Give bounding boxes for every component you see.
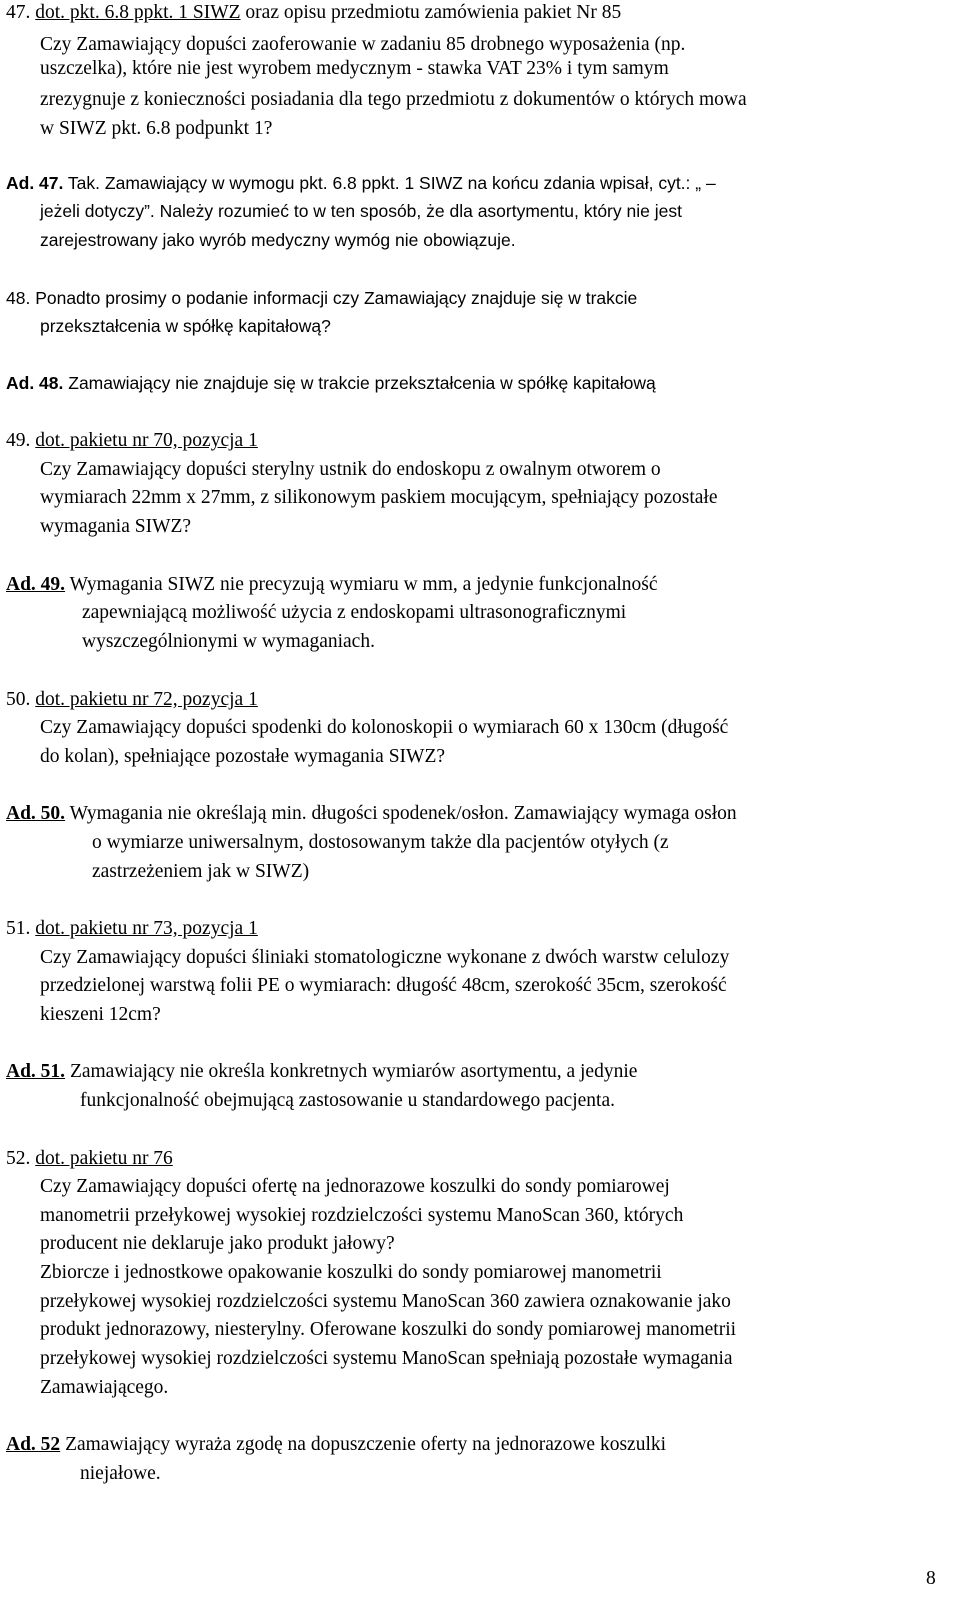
answer-50-text: Wymagania nie określają min. długości spodenek/osłon. Zamawiający wymaga osłon (65, 803, 737, 824)
answer-47-label: Ad. 47. (6, 173, 64, 193)
question-50-reference: dot. pakietu nr 72, pozycja 1 (35, 689, 258, 710)
answer-48-line (6, 371, 656, 395)
answer-49-line: wyszczególnionymi w wymaganiach. (82, 631, 375, 652)
question-47-reference-rest: oraz opisu przedmiotu zamówienia pakiet Nr 85 (240, 2, 622, 23)
answer-47-first-line (6, 171, 716, 195)
answer-49-line: zapewniającą możliwość użycia z endoskopami ultrasonograficznymi (82, 602, 627, 623)
page-number: 8 (926, 1568, 936, 1589)
answer-50-line: o wymiarze uniwersalnym, dostosowanym także dla pacjentów otyłych (z (92, 832, 669, 853)
question-52-line: przełykowej wysokiej rozdzielczości systemu ManoScan 360 zawiera oznakowanie jako (40, 1291, 731, 1312)
question-49-header (6, 429, 258, 453)
answer-51-text: Zamawiający nie określa konkretnych wymiarów asortymentu, a jedynie (65, 1061, 638, 1082)
question-50-number: 50. (6, 689, 36, 710)
question-52-line: przełykowej wysokiej rozdzielczości systemu ManoScan spełniają pozostałe wymagania (40, 1348, 733, 1369)
question-51-number: 51. (6, 918, 36, 939)
question-50-line: Czy Zamawiający dopuści spodenki do kolonoskopii o wymiarach 60 x 130cm (długość (40, 717, 729, 738)
question-48-line: 48. Ponadto prosimy o podanie informacji czy Zamawiający znajduje się w trakcie (6, 288, 638, 308)
question-47-line: w SIWZ pkt. 6.8 podpunkt 1? (40, 118, 273, 139)
answer-52-label: Ad. 52 (6, 1434, 61, 1455)
question-52-line: manometrii przełykowej wysokiej rozdzielczości systemu ManoScan 360, których (40, 1205, 684, 1226)
answer-47-line: jeżeli dotyczy”. Należy rozumieć to w ten sposób, że dla asortymentu, który nie jest (40, 201, 682, 221)
answer-50-label: Ad. 50. (6, 803, 66, 824)
question-47-line: zrezygnuje z konieczności posiadania dla tego przedmiotu z dokumentów o których mowa (40, 89, 747, 110)
question-49-line: wymagania SIWZ? (40, 516, 192, 537)
question-49-line: wymiarach 22mm x 27mm, z silikonowym paskiem mocującym, spełniający pozostałe (40, 487, 718, 508)
question-52-reference: dot. pakietu nr 76 (35, 1148, 173, 1169)
question-50-line: do kolan), spełniające pozostałe wymagania SIWZ? (40, 746, 446, 767)
question-51-line: kieszeni 12cm? (40, 1004, 161, 1025)
question-52-line: Zamawiającego. (40, 1377, 169, 1398)
question-52-number: 52. (6, 1148, 36, 1169)
question-47-line: Czy Zamawiający dopuści zaoferowanie w zadaniu 85 drobnego wyposażenia (np. (40, 34, 686, 55)
answer-48-text: Zamawiający nie znajduje się w trakcie przekształcenia w spółkę kapitałową (63, 373, 656, 393)
question-52-line: Czy Zamawiający dopuści ofertę na jednorazowe koszulki do sondy pomiarowej (40, 1176, 670, 1197)
question-52-header (6, 1147, 173, 1171)
answer-50-first-line (6, 802, 737, 826)
answer-49-text: Wymagania SIWZ nie precyzują wymiaru w mm, a jedynie funkcjonalność (65, 574, 658, 595)
answer-52-first-line (6, 1433, 666, 1457)
question-47-number: 47. (6, 2, 36, 23)
answer-52-line: niejałowe. (80, 1463, 161, 1484)
answer-50-line: zastrzeżeniem jak w SIWZ) (92, 861, 310, 882)
question-48-line: przekształcenia w spółkę kapitałową? (40, 316, 331, 336)
question-51-header (6, 917, 258, 941)
answer-48-label: Ad. 48. (6, 373, 64, 393)
question-52-line: producent nie deklaruje jako produkt jałowy? (40, 1233, 395, 1254)
question-51-line: przedzielonej warstwą folii PE o wymiarach: długość 48cm, szerokość 35cm, szerokość (40, 975, 727, 996)
question-47-header (6, 1, 621, 25)
answer-47-line: zarejestrowany jako wyrób medyczny wymóg nie obowiązuje. (40, 230, 516, 250)
answer-51-first-line (6, 1060, 637, 1084)
answer-51-line: funkcjonalność obejmującą zastosowanie u standardowego pacjenta. (80, 1090, 615, 1111)
question-47-reference: dot. pkt. 6.8 ppkt. 1 SIWZ (35, 2, 241, 23)
question-47-line: uszczelka), które nie jest wyrobem medycznym - stawka VAT 23% i tym samym (40, 58, 669, 79)
question-52-line: Zbiorcze i jednostkowe opakowanie koszulki do sondy pomiarowej manometrii (40, 1262, 662, 1283)
question-51-reference: dot. pakietu nr 73, pozycja 1 (35, 918, 258, 939)
answer-47-text: Tak. Zamawiający w wymogu pkt. 6.8 ppkt. 1 SIWZ na końcu zdania wpisał, cyt.: „ – (63, 173, 716, 193)
question-49-number: 49. (6, 430, 36, 451)
answer-49-label: Ad. 49. (6, 574, 66, 595)
answer-49-first-line (6, 573, 658, 597)
question-49-reference: dot. pakietu nr 70, pozycja 1 (35, 430, 258, 451)
question-51-line: Czy Zamawiający dopuści śliniaki stomatologiczne wykonane z dwóch warstw celulozy (40, 947, 730, 968)
answer-51-label: Ad. 51. (6, 1061, 66, 1082)
question-52-line: produkt jednorazowy, niesterylny. Oferowane koszulki do sondy pomiarowej manometrii (40, 1319, 737, 1340)
question-49-line: Czy Zamawiający dopuści sterylny ustnik do endoskopu z owalnym otworem o (40, 459, 661, 480)
question-50-header (6, 688, 258, 712)
answer-52-text: Zamawiający wyraża zgodę na dopuszczenie oferty na jednorazowe koszulki (60, 1434, 667, 1455)
